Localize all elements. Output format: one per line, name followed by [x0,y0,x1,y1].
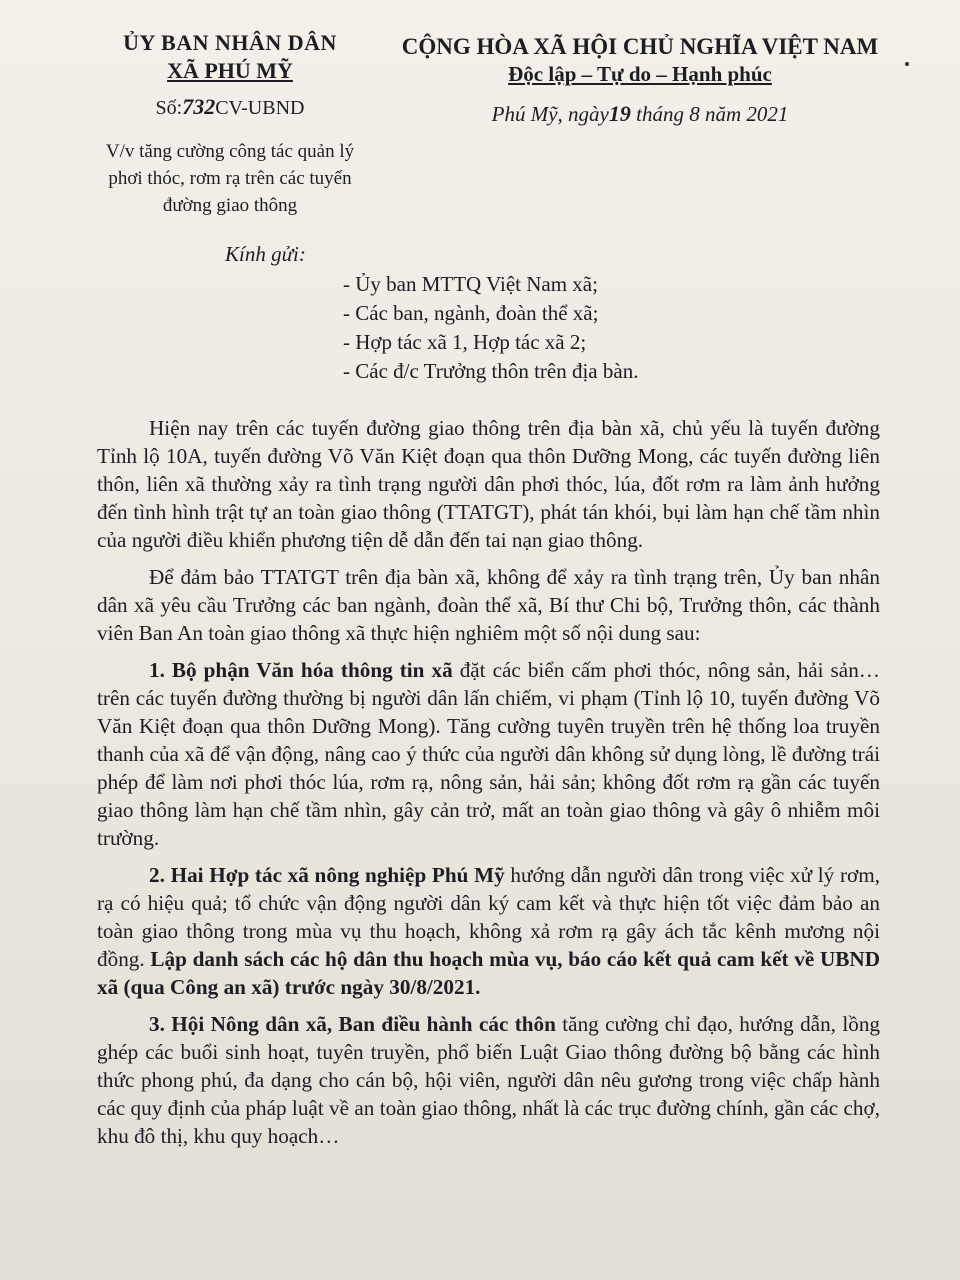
recipient-list [343,270,638,386]
national-header [380,34,900,127]
recipient-item: - Các đ/c Trưởng thôn trên địa bàn. [343,359,639,383]
document-subject [60,138,400,219]
date-prefix: Phú Mỹ, ngày [491,102,609,126]
document-date [380,101,900,127]
recipient-item: - Các ban, ngành, đoàn thể xã; [343,301,599,325]
item-3-text: tăng cường chỉ đạo, hướng dẫn, lồng ghép các buổi sinh hoạt, tuyên truyền, phổ biến Luật Giao thông đường bộ bằng các hình thức phong phú, đa dạng cho cán bộ, hội viên, người dân nêu gương trong việc chấp hành các quy định của pháp luật về an toàn giao thông, nhất là các trục đường chính, gần các chợ, khu đô thị, khu quy hoạch… [97,1012,881,1148]
paragraph-context: Hiện nay trên các tuyến đường giao thông trên địa bàn xã, chủ yếu là tuyến đường Tỉnh lộ 10A, tuyến đường Võ Văn Kiệt đoạn qua thôn Dưỡng Mong, các tuyến đường liên thôn, liên xã thường xảy ra tình trạng người dân phơi thóc, lúa, đốt rơm ra làm ảnh hưởng đến tình hình trật tự an toàn giao thông (TTATGT), phát tán khói, bụi làm hạn chế tầm nhìn của người điều khiển phương tiện dễ dẫn đến tai nạn giao thông. [97,416,880,552]
issuer-commune: XÃ PHÚ MỸ [167,58,293,83]
document-number-prefix: Số: [155,97,183,119]
document-body [97,414,880,1159]
issuer-org: ỦY BAN NHÂN DÂN [123,30,337,55]
issuer-header [60,30,400,219]
date-suffix: tháng 8 năm 2021 [636,102,789,126]
item-1-heading: 1. Bộ phận Văn hóa thông tin xã [149,658,453,682]
item-3-heading: 3. Hội Nông dân xã, Ban điều hành các thôn [149,1012,556,1036]
recipient-item: - Hợp tác xã 1, Hợp tác xã 2; [343,330,587,354]
paragraph-item-3 [97,1010,880,1150]
subject-line: đường giao thông [162,195,298,216]
recipient-item: - Ủy ban MTTQ Việt Nam xã; [343,272,598,296]
paper-speck [905,62,909,66]
item-2-text: hướng dẫn người dân trong việc xử lý rơm, rạ có hiệu quả; tổ chức vận động người dân ký cam kết và thực hiện tốt việc đảm bảo an toàn giao thông trong mùa vụ thu hoạch, không xả rơm rạ gây ách tắc kênh mương nội đồng. [97,863,880,971]
date-day-handwritten: 19 [608,101,631,126]
paragraph-item-1 [97,656,880,852]
document-number-suffix: CV-UBND [215,97,305,119]
paragraph-request: Để đảm bảo TTATGT trên địa bàn xã, không để xảy ra tình trạng trên, Ủy ban nhân dân xã yêu cầu Trưởng các ban ngành, đoàn thể xã, Bí thư Chi bộ, Trưởng thôn, các thành viên Ban An toàn giao thông xã thực hiện nghiêm một số nội dung sau: [97,565,880,645]
salutation: Kính gửi: [225,242,306,266]
document-number-handwritten: 732 [182,94,216,119]
item-1-text: đặt các biển cấm phơi thóc, nông sản, hải sản… trên các tuyến đường thường bị người dân lấn chiếm, vi phạm (Tỉnh lộ 10, tuyến đường Võ Văn Kiệt đoạn qua thôn Dưỡng Mong). Tăng cường tuyên truyền trên hệ thống loa truyền thanh của xã để vận động, nâng cao ý thức của người dân không sử dụng lòng, lề đường trái phép để làm nơi phơi thóc lúa, rơm rạ, nông sản, hải sản; không đốt rơm rạ gần các tuyến giao thông làm hạn chế tầm nhìn, gây cản trở, mất an toàn giao thông và gây ô nhiễm môi trường. [97,658,880,850]
item-2-heading: 2. Hai Hợp tác xã nông nghiệp Phú Mỹ [149,863,505,887]
subject-line: V/v tăng cường công tác quản lý [105,141,355,162]
subject-line: phơi thóc, rơm rạ trên các tuyến [108,168,352,189]
paragraph-item-2 [97,861,880,1001]
national-motto: Độc lập – Tự do – Hạnh phúc [508,62,772,86]
document-number [60,94,400,120]
national-title: CỘNG HÒA XÃ HỘI CHỦ NGHĨA VIỆT NAM [401,34,879,59]
item-2-deadline: Lập danh sách các hộ dân thu hoạch mùa vụ, báo cáo kết quả cam kết về UBND xã (qua Công an xã) trước ngày 30/8/2021. [97,947,881,999]
